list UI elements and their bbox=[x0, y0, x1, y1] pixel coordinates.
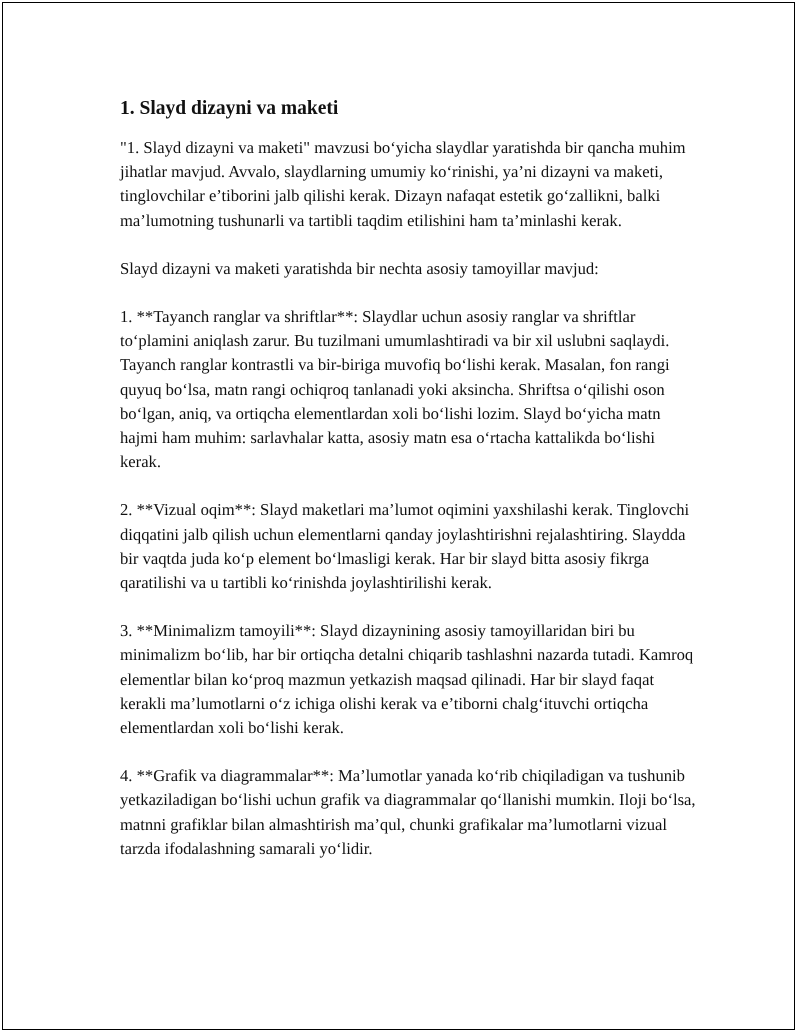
principle-visual-flow-paragraph: 2. **Vizual oqim**: Slayd maketlari ma’lumot oqimini yaxshilashi kerak. Tinglovchi diqqatini jalb qilish uchun elementlarni qanday joylashtirishni rejalashtiring. Slaydda bir vaqtda juda ko‘p element bo‘lmasligi kerak. Har bir slayd bitta asosiy fikrga qaratilishi va u tartibli ko‘rinishda joylashtirilishi kerak. bbox=[120, 500, 690, 593]
document-body bbox=[120, 95, 700, 885]
section-heading: 1. Slayd dizayni va maketi bbox=[120, 98, 339, 119]
page-frame bbox=[2, 2, 795, 1030]
principles-lead-paragraph: Slayd dizayni va maketi yaratishda bir nechta asosiy tamoyillar mavjud: bbox=[120, 258, 599, 278]
principle-charts-paragraph: 4. **Grafik va diagrammalar**: Ma’lumotlar yanada ko‘rib chiqiladigan va tushunib yetkaziladigan bo‘lishi uchun grafik va diagrammalar qo‘llanishi mumkin. Iloji bo‘lsa, matnni grafiklar bilan almashtirish ma’qul, chunki grafikalar ma’lumotlarni vizual tarzda ifodalashning samarali yo‘lidir. bbox=[120, 766, 696, 858]
intro-paragraph: "1. Slayd dizayni va maketi" mavzusi bo‘yicha slaydlar yaratishda bir qancha muhim jihatlar mavjud. Avvalo, slaydlarning umumiy ko‘rinishi, ya’ni dizayni va maketi, tinglovchilar e’tiborini jalb qilishi kerak. Dizayn nafaqat estetik go‘zallikni, balki ma’lumotning tushunarli va tartibli taqdim etilishini ham ta’minlashi kerak. bbox=[120, 138, 686, 230]
principle-minimalism-paragraph: 3. **Minimalizm tamoyili**: Slayd dizaynining asosiy tamoyillaridan biri bu minimalizm bo‘lib, har bir ortiqcha detalni chiqarib tashlashni nazarda tutadi. Kamroq elementlar bilan ko‘proq mazmun yetkazish maqsad qilinadi. Har bir slayd faqat kerakli ma’lumotlarni o‘z ichiga olishi kerak va e’tiborni chalg‘ituvchi ortiqcha elementlardan xoli bo‘lishi kerak. bbox=[120, 621, 694, 738]
principle-colors-fonts-paragraph: 1. **Tayanch ranglar va shriftlar**: Slaydlar uchun asosiy ranglar va shriftlar to‘plamini aniqlash zarur. Bu tuzilmani umumlashtiradi va bir xil uslubni saqlaydi. Tayanch ranglar kontrastli va bir-biriga muvofiq bo‘lishi kerak. Masalan, fon rangi quyuq bo‘lsa, matn rangi ochiqroq tanlanadi yoki aksincha. Shriftsa o‘qilishi oson bo‘lgan, aniq, va ortiqcha elementlardan xoli bo‘lishi lozim. Slayd bo‘yicha matn hajmi ham muhim: sarlavhalar katta, asosiy matn esa o‘rtacha kattalikda bo‘lishi kerak. bbox=[120, 307, 670, 472]
